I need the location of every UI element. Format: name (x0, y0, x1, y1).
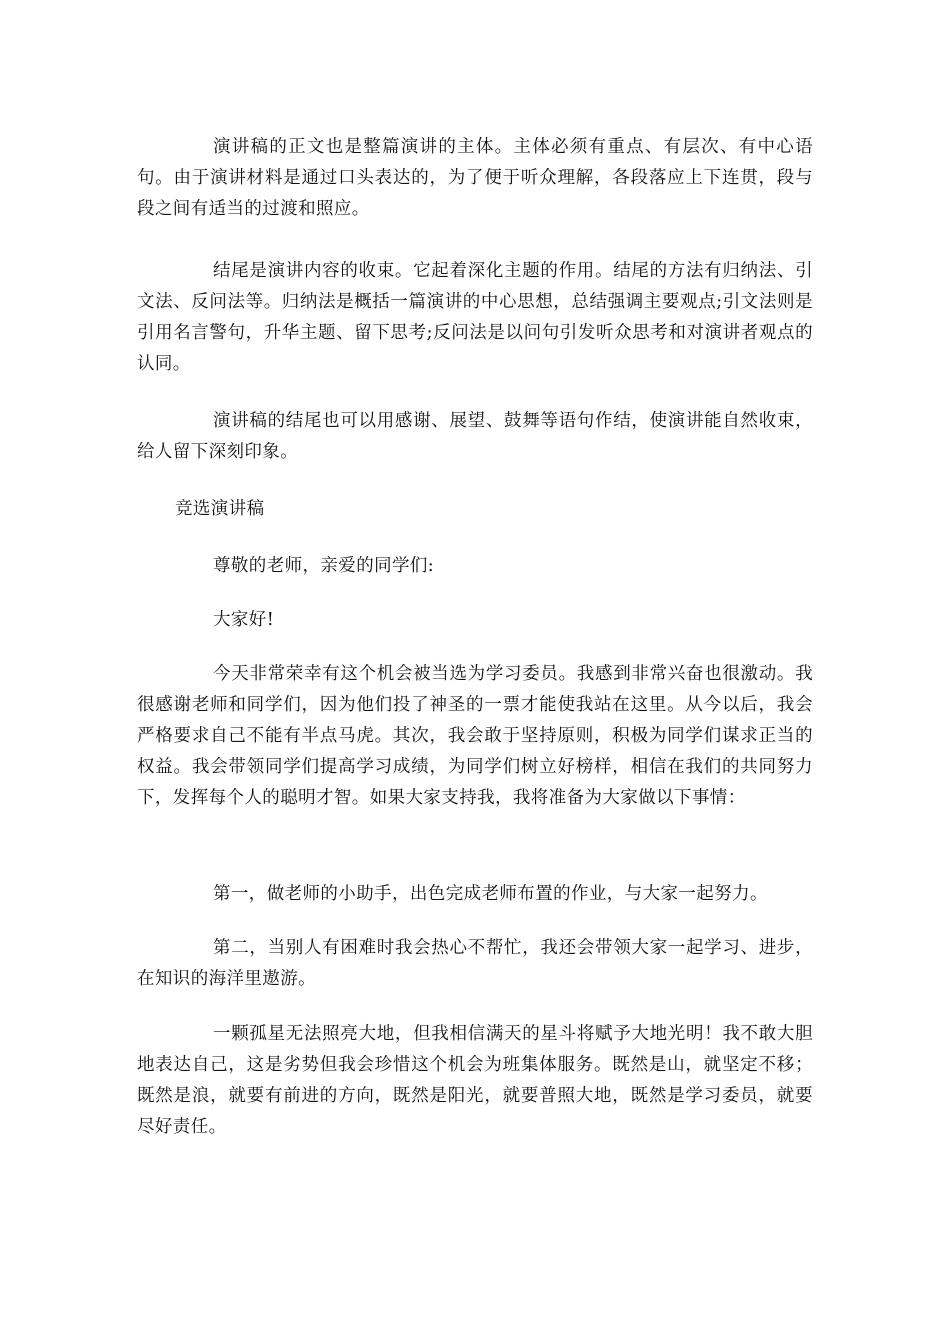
paragraph-ending-phrases: 演讲稿的结尾也可以用感谢、展望、鼓舞等语句作结，使演讲能自然收束，给人留下深刻印象。 (137, 411, 813, 462)
speech-paragraph-second: 第二，当别人有困难时我会热心不帮忙，我还会带领大家一起学习、进步，在知识的海洋里遨游。 (137, 938, 813, 989)
speech-paragraph-first: 第一，做老师的小助手，出色完成老师布置的作业，与大家一起努力。 (213, 884, 768, 904)
speech-greeting: 大家好! (213, 610, 275, 630)
paragraph-body-structure: 演讲稿的正文也是整篇演讲的主体。主体必须有重点、有层次、有中心语句。由于演讲材料是通过口头表达的，为了便于听众理解，各段落应上下连贯，段与段之间有适当的过渡和照应。 (137, 137, 813, 219)
paragraph-ending-methods: 结尾是演讲内容的收束。它起着深化主题的作用。结尾的方法有归纳法、引文法、反问法等。归纳法是概括一篇演讲的中心思想，总结强调主要观点;引文法则是引用名言警句，升华主题、留下思考;反问法是以问句引发听众思考和对演讲者观点的认同。 (137, 261, 813, 374)
speech-salutation: 尊敬的老师，亲爱的同学们: (213, 556, 435, 576)
speech-paragraph-intro: 今天非常荣幸有这个机会被当选为学习委员。我感到非常兴奋也很激动。我很感谢老师和同学们，因为他们投了神圣的一票才能使我站在这里。从今以后，我会严格要求自己不能有半点马虎。其次，我会敢于坚持原则，积极为同学们谋求正当的权益。我会带领同学们提高学习成绩，为同学们树立好榜样，相信在我们的共同努力下，发挥每个人的聪明才智。如果大家支持我，我将准备为大家做以下事情： (137, 664, 813, 808)
speech-paragraph-closing: 一颗孤星无法照亮大地，但我相信满天的星斗将赋予大地光明！我不敢大胆地表达自己，这是劣势但我会珍惜这个机会为班集体服务。既然是山，就坚定不移；既然是浪，就要有前进的方向，既然是阳光，就要普照大地，既然是学习委员，就要尽好责任。 (137, 1024, 813, 1137)
speech-title: 竞选演讲稿 (175, 499, 265, 519)
